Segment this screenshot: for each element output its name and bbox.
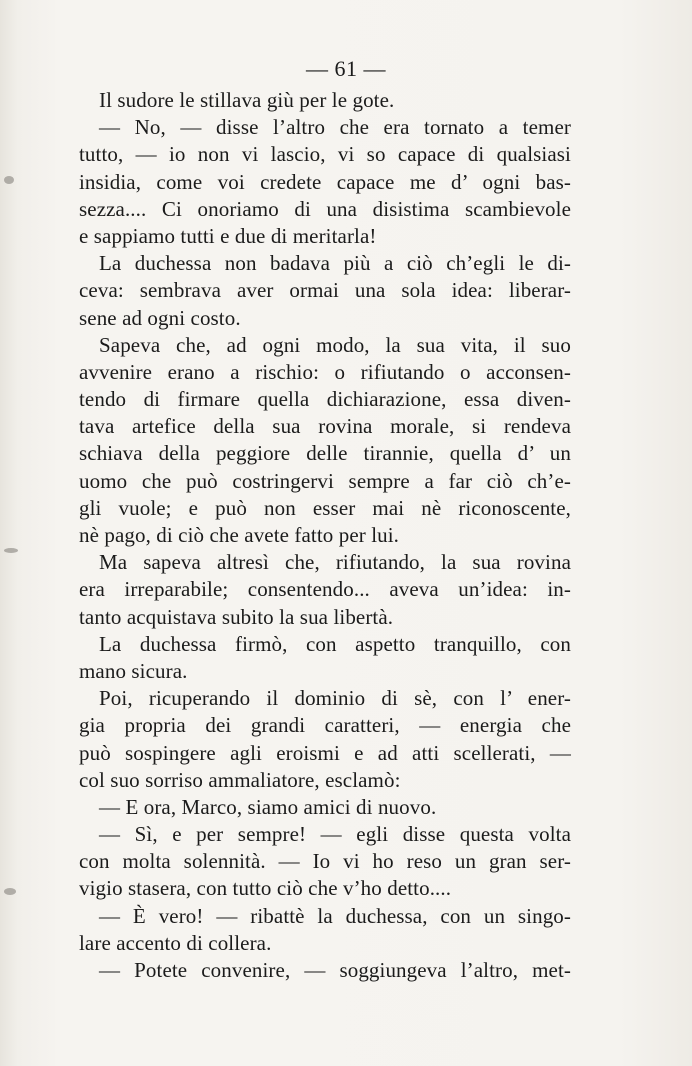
text-line: sene ad ogni costo. <box>79 305 241 330</box>
text-line: era irreparabile; consentendo... aveva un’idea: in- <box>79 577 571 602</box>
text-line: Sapeva che, ad ogni modo, la sua vita, il suo <box>99 332 571 357</box>
text-line: con molta solennità. — Io vi ho reso un gran ser- <box>79 849 571 874</box>
text-line: — No, — disse l’altro che era tornato a temer <box>99 115 571 140</box>
text-line: schiava della peggiore delle tirannie, quella d’ un <box>79 441 571 466</box>
text-line: insidia, come voi credete capace me d’ ogni bas- <box>79 169 571 194</box>
text-line: col suo sorriso ammaliatore, esclamò: <box>79 767 401 792</box>
text-line: lare accento di collera. <box>79 930 272 955</box>
text-line: tanto acquistava subito la sua libertà. <box>79 604 394 629</box>
text-line: tendo di firmare quella dichiarazione, essa diven- <box>79 387 571 412</box>
text-line: sezza.... Ci onoriamo di una disistima scambievole <box>79 196 571 221</box>
text-line: — Potete convenire, — soggiungeva l’altro, met- <box>99 958 571 982</box>
text-line: Poi, ricuperando il dominio di sè, con l’ ener- <box>99 686 571 711</box>
text-line: Ma sapeva altresì che, rifiutando, la sua rovina <box>99 550 571 575</box>
text-line: La duchessa non badava più a ciò ch’egli le di- <box>99 251 571 276</box>
text-line: — È vero! — ribattè la duchessa, con un singo- <box>99 903 571 928</box>
margin-ink-spot <box>4 176 14 184</box>
text-line: mano sicura. <box>79 658 188 683</box>
text-line: — Sì, e per sempre! — egli disse questa volta <box>99 822 571 847</box>
text-line: nè pago, di ciò che avete fatto per lui. <box>79 523 400 547</box>
text-line: vigio stasera, con tutto ciò che v’ho detto.... <box>79 876 452 901</box>
text-line: Il sudore le stillava giù per le gote. <box>99 88 395 112</box>
text-line: tava artefice della sua rovina morale, si rendeva <box>79 414 571 439</box>
text-line: avvenire erano a rischio: o rifiutando o acconsen- <box>79 359 571 384</box>
text-line: gli vuole; e può non esser mai nè riconoscente, <box>79 495 571 520</box>
text-line: gia propria dei grandi caratteri, — energia che <box>79 713 571 738</box>
page-number: — 61 — <box>306 56 386 81</box>
margin-ink-spot <box>4 548 18 553</box>
text-line: uomo che può costringervi sempre a far ciò ch’e- <box>79 468 571 493</box>
text-line: La duchessa firmò, con aspetto tranquillo, con <box>99 631 571 656</box>
text-line: può sospingere agli eroismi e ad atti scellerati, — <box>79 740 571 765</box>
text-line: ceva: sembrava aver ormai una sola idea: liberar- <box>79 278 571 303</box>
margin-ink-spot <box>4 888 16 895</box>
text-line: tutto, — io non vi lascio, vi so capace di qualsiasi <box>79 142 571 167</box>
body-text <box>79 87 571 984</box>
text-line: — E ora, Marco, siamo amici di nuovo. <box>99 794 437 819</box>
text-line: e sappiamo tutti e due di meritarla! <box>79 223 377 248</box>
